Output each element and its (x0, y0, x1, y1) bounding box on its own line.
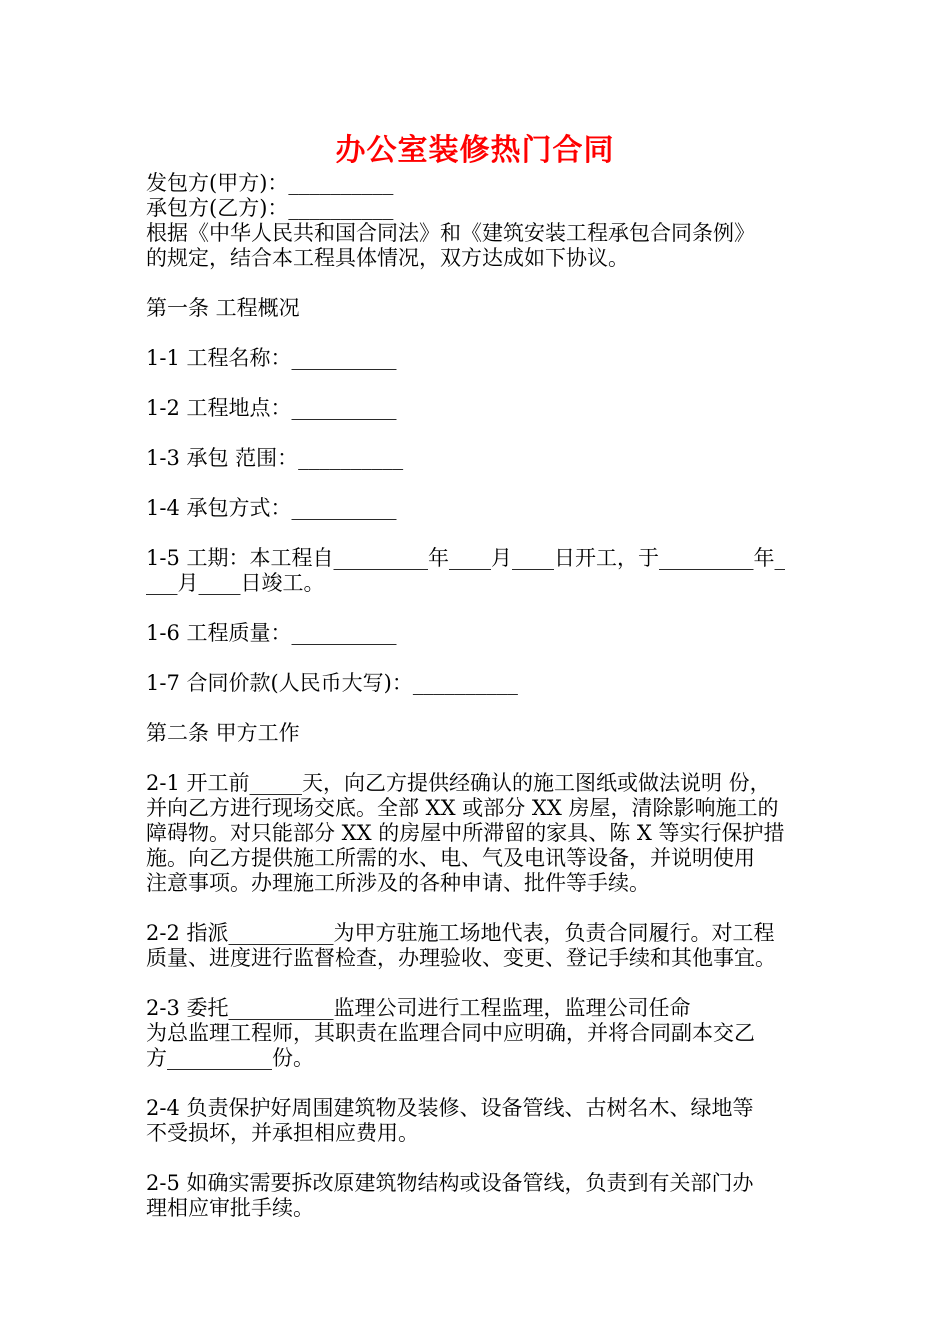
spacer (146, 321, 808, 346)
spacer (146, 521, 808, 546)
item-2-1-line-5: 注意事项。办理施工所涉及的各种申请、批件等手续。 (146, 871, 650, 895)
party-a-line: 发包方(甲方)：__________ (146, 171, 394, 195)
item-1-4: 1-4 承包方式：__________ (146, 496, 397, 520)
item-1-7: 1-7 合同价款(人民币大写)：__________ (146, 671, 518, 695)
document-title: 办公室装修热门合同 (335, 133, 615, 168)
spacer (146, 1071, 808, 1096)
item-2-3-line-3: 方__________份。 (146, 1046, 314, 1070)
spacer (146, 646, 808, 671)
spacer (146, 271, 808, 296)
item-2-1-line-1: 2-1 开工前_____天，向乙方提供经确认的施工图纸或做法说明 份， (146, 771, 771, 795)
item-2-1-line-4: 施。向乙方提供施工所需的水、电、气及电讯等设备，并说明使用 (146, 846, 755, 870)
item-1-5-line-1: 1-5 工期：本工程自_________年____月____日开工，于_________年_ (146, 546, 785, 570)
item-2-2-line-2: 质量、进度进行监督检查，办理验收、变更、登记手续和其他事宜。 (146, 946, 776, 970)
document-body (146, 171, 808, 1221)
spacer (146, 971, 808, 996)
spacer (146, 896, 808, 921)
item-2-4-line-1: 2-4 负责保护好周围建筑物及装修、设备管线、古树名木、绿地等 (146, 1096, 754, 1120)
item-2-3-line-1: 2-3 委托__________监理公司进行工程监理，监理公司任命 (146, 996, 691, 1020)
spacer (146, 746, 808, 771)
spacer (146, 371, 808, 396)
item-1-1: 1-1 工程名称：__________ (146, 346, 397, 370)
intro-line-1: 根据《中华人民共和国合同法》和《建筑安装工程承包合同条例》 (146, 221, 755, 245)
spacer (146, 596, 808, 621)
article-1-heading: 第一条 工程概况 (146, 296, 300, 320)
article-2-heading: 第二条 甲方工作 (146, 721, 300, 745)
item-1-2: 1-2 工程地点：__________ (146, 396, 397, 420)
spacer (146, 1146, 808, 1171)
item-2-4-line-2: 不受损坏，并承担相应费用。 (146, 1121, 419, 1145)
item-1-3: 1-3 承包 范围：__________ (146, 446, 404, 470)
spacer (146, 421, 808, 446)
item-2-1-line-2: 并向乙方进行现场交底。全部 XX 或部分 XX 房屋，清除影响施工的 (146, 796, 779, 820)
spacer (146, 471, 808, 496)
item-2-3-line-2: 为总监理工程师，其职责在监理合同中应明确，并将合同副本交乙 (146, 1021, 755, 1045)
item-2-5-line-1: 2-5 如确实需要拆改原建筑物结构或设备管线，负责到有关部门办 (146, 1171, 754, 1195)
item-1-6: 1-6 工程质量：__________ (146, 621, 397, 645)
item-2-2-line-1: 2-2 指派__________为甲方驻施工场地代表，负责合同履行。对工程 (146, 921, 775, 945)
item-2-5-line-2: 理相应审批手续。 (146, 1196, 314, 1220)
intro-line-2: 的规定，结合本工程具体情况，双方达成如下协议。 (146, 246, 629, 270)
spacer (146, 696, 808, 721)
item-1-5-line-2: ___月____日竣工。 (146, 571, 325, 595)
party-b-line: 承包方(乙方)：__________ (146, 196, 394, 220)
item-2-1-line-3: 障碍物。对只能部分 XX 的房屋中所滞留的家具、陈 X 等实行保护措 (146, 821, 785, 845)
